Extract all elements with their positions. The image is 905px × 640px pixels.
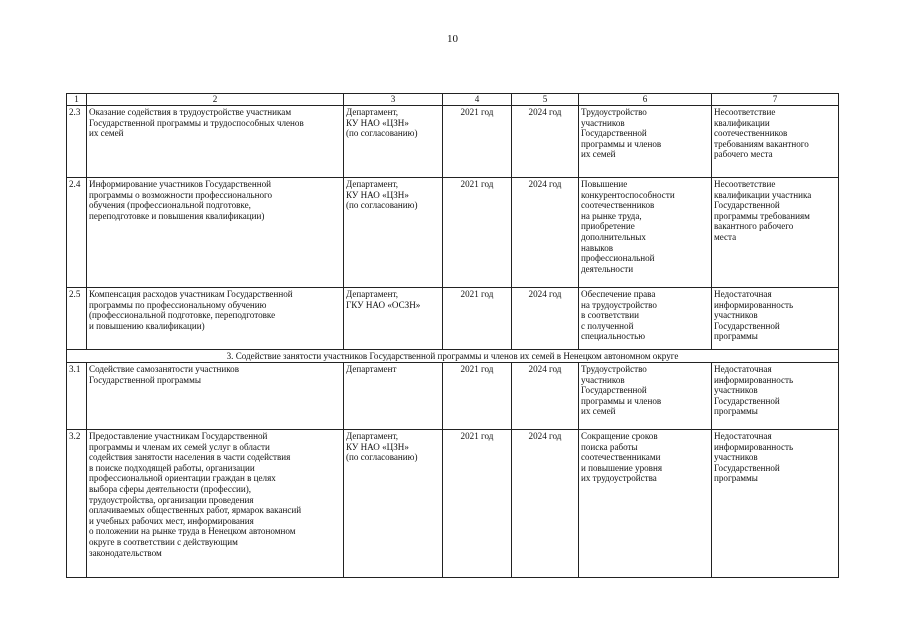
text-line: в поиске подходящей работы, организации bbox=[89, 462, 255, 473]
text-line: Государственной bbox=[714, 200, 780, 211]
row-number: 3.1 bbox=[67, 363, 87, 430]
executor-cell bbox=[344, 363, 443, 430]
text-line: программы и членам их семей услуг в области bbox=[89, 441, 270, 452]
text-line: их семей bbox=[581, 406, 616, 417]
section-heading: 3. Содействие занятости участников Государственной программы и членов их семей в Ненецком автономном округе bbox=[67, 350, 839, 363]
executor-cell bbox=[344, 106, 443, 178]
text-line: участников bbox=[581, 374, 625, 385]
text-line: конкурентоспособности bbox=[581, 189, 675, 200]
text-line: Департамент, bbox=[346, 107, 399, 117]
text-line: программы требованиям bbox=[714, 210, 810, 221]
measure-name-cell bbox=[87, 430, 344, 578]
text-line: Трудоустройство bbox=[581, 107, 647, 117]
text-line: информированность bbox=[714, 374, 794, 385]
text-line: Трудоустройство bbox=[581, 364, 647, 374]
text-line: участников bbox=[714, 385, 758, 396]
text-line: поиска работы bbox=[581, 441, 638, 452]
text-line: Предоставление участникам Государственной bbox=[89, 431, 268, 441]
end-year: 2024 год bbox=[512, 106, 579, 178]
text-line: и повышению квалификации) bbox=[89, 320, 205, 331]
text-line: округе в соответствии с действующим bbox=[89, 536, 238, 547]
text-line: выбора сферы деятельности (профессии), bbox=[89, 483, 252, 494]
measure-name-cell bbox=[87, 288, 344, 350]
header-cell: 1 bbox=[67, 94, 87, 106]
text-line: специальностью bbox=[581, 331, 646, 342]
risk-cell bbox=[712, 430, 839, 578]
result-cell bbox=[579, 363, 712, 430]
result-cell bbox=[579, 288, 712, 350]
text-line: соотечественников bbox=[581, 200, 655, 211]
text-line: Недостаточная bbox=[714, 289, 772, 299]
text-line: программы по профессиональному обучению bbox=[89, 299, 267, 310]
text-line: участников bbox=[714, 452, 758, 463]
row-number: 2.3 bbox=[67, 106, 87, 178]
text-line: информированность bbox=[714, 441, 794, 452]
result-cell bbox=[579, 106, 712, 178]
start-year: 2021 год bbox=[443, 106, 512, 178]
row-number: 3.2 bbox=[67, 430, 87, 578]
text-line: их семей bbox=[581, 149, 616, 160]
text-line: Сокращение сроков bbox=[581, 431, 658, 441]
header-cell: 7 bbox=[712, 94, 839, 106]
start-year: 2021 год bbox=[443, 363, 512, 430]
text-line: участников bbox=[581, 117, 625, 128]
risk-cell bbox=[712, 106, 839, 178]
start-year: 2021 год bbox=[443, 288, 512, 350]
text-line: места bbox=[714, 231, 737, 242]
text-line: обучения (профессиональной подготовке, bbox=[89, 200, 251, 211]
page-number: 10 bbox=[447, 33, 458, 45]
text-line: Государственной bbox=[581, 385, 647, 396]
text-line: соотечественников bbox=[714, 128, 788, 139]
row-number: 2.4 bbox=[67, 178, 87, 288]
text-line: требованиям вакантного bbox=[714, 138, 809, 149]
text-line: программы bbox=[714, 473, 758, 484]
header-cell: 6 bbox=[579, 94, 712, 106]
text-line: Департамент, bbox=[346, 431, 399, 441]
risk-cell bbox=[712, 288, 839, 350]
text-line: Информирование участников Государственной bbox=[89, 179, 271, 189]
text-line: Государственной программы и трудоспособных членов bbox=[89, 117, 304, 128]
text-line: трудоустройства, организации проведения bbox=[89, 494, 254, 505]
text-line: с полученной bbox=[581, 320, 634, 331]
text-line: ГКУ НАО «ОСЗН» bbox=[346, 299, 421, 310]
text-line: на рынке труда, bbox=[581, 210, 642, 221]
row-number: 2.5 bbox=[67, 288, 87, 350]
table-row bbox=[67, 288, 839, 350]
end-year: 2024 год bbox=[512, 178, 579, 288]
text-line: оплачиваемых общественных работ, ярмарок вакансий bbox=[89, 505, 302, 516]
text-line: их семей bbox=[89, 128, 124, 139]
measure-name-cell bbox=[87, 178, 344, 288]
text-line: Оказание содействия в трудоустройстве участникам bbox=[89, 107, 292, 117]
measures-table bbox=[66, 93, 839, 578]
text-line: Несоответствие bbox=[714, 179, 776, 189]
text-line: Государственной bbox=[714, 462, 780, 473]
table-row bbox=[67, 430, 839, 578]
text-line: о положении на рынке труда в Ненецком автономном bbox=[89, 526, 296, 537]
text-line: программы bbox=[714, 331, 758, 342]
text-line: КУ НАО «ЦЗН» bbox=[346, 441, 409, 452]
header-cell: 2 bbox=[87, 94, 344, 106]
text-line: навыков bbox=[581, 242, 614, 253]
text-line: дополнительных bbox=[581, 231, 646, 242]
risk-cell bbox=[712, 178, 839, 288]
executor-cell bbox=[344, 430, 443, 578]
header-cell: 4 bbox=[443, 94, 512, 106]
section-row bbox=[67, 350, 839, 363]
table-row bbox=[67, 178, 839, 288]
text-line: (по согласованию) bbox=[346, 452, 418, 463]
text-line: соотечественниками bbox=[581, 452, 661, 463]
text-line: профессиональной ориентации граждан в целях bbox=[89, 473, 276, 484]
text-line: и повышение уровня bbox=[581, 462, 663, 473]
text-line: Департамент bbox=[346, 364, 397, 374]
text-line: Государственной программы bbox=[89, 374, 201, 385]
text-line: содействия занятости населения в части содействия bbox=[89, 452, 291, 463]
text-line: приобретение bbox=[581, 221, 635, 232]
text-line: Государственной bbox=[581, 128, 647, 139]
text-line: Недостаточная bbox=[714, 431, 772, 441]
header-cell: 3 bbox=[344, 94, 443, 106]
text-line: Государственной bbox=[714, 320, 780, 331]
start-year: 2021 год bbox=[443, 430, 512, 578]
text-line: деятельности bbox=[581, 263, 634, 274]
text-line: Департамент, bbox=[346, 179, 399, 189]
table-row bbox=[67, 363, 839, 430]
text-line: в соответствии bbox=[581, 310, 639, 321]
text-line: на трудоустройство bbox=[581, 299, 657, 310]
executor-cell bbox=[344, 178, 443, 288]
text-line: Департамент, bbox=[346, 289, 399, 299]
text-line: Повышение bbox=[581, 179, 628, 189]
text-line: (по согласованию) bbox=[346, 128, 418, 139]
measure-name-cell bbox=[87, 106, 344, 178]
end-year: 2024 год bbox=[512, 430, 579, 578]
text-line: (по согласованию) bbox=[346, 200, 418, 211]
text-line: участников bbox=[714, 310, 758, 321]
text-line: квалификации участника bbox=[714, 189, 812, 200]
text-line: переподготовке и повышения квалификации) bbox=[89, 210, 265, 221]
text-line: КУ НАО «ЦЗН» bbox=[346, 117, 409, 128]
text-line: Государственной bbox=[714, 395, 780, 406]
text-line: Несоответствие bbox=[714, 107, 776, 117]
start-year: 2021 год bbox=[443, 178, 512, 288]
text-line: законодательством bbox=[89, 547, 162, 558]
measure-name-cell bbox=[87, 363, 344, 430]
text-line: Недостаточная bbox=[714, 364, 772, 374]
text-line: программы и членов bbox=[581, 395, 662, 406]
risk-cell bbox=[712, 363, 839, 430]
text-line: программы о возможности профессионального bbox=[89, 189, 273, 200]
result-cell bbox=[579, 178, 712, 288]
text-line: рабочего места bbox=[714, 149, 773, 160]
table-header-row bbox=[67, 94, 839, 106]
text-line: квалификации bbox=[714, 117, 770, 128]
text-line: их трудоустройства bbox=[581, 473, 657, 484]
text-line: КУ НАО «ЦЗН» bbox=[346, 189, 409, 200]
text-line: информированность bbox=[714, 299, 794, 310]
text-line: вакантного рабочего bbox=[714, 221, 794, 232]
header-cell: 5 bbox=[512, 94, 579, 106]
executor-cell bbox=[344, 288, 443, 350]
table-row bbox=[67, 106, 839, 178]
end-year: 2024 год bbox=[512, 363, 579, 430]
text-line: Обеспечение права bbox=[581, 289, 656, 299]
text-line: программы и членов bbox=[581, 138, 662, 149]
text-line: профессиональной bbox=[581, 253, 655, 264]
text-line: Компенсация расходов участникам Государственной bbox=[89, 289, 293, 299]
text-line: Содействие самозанятости участников bbox=[89, 364, 239, 374]
text-line: и учебных рабочих мест, информирования bbox=[89, 515, 254, 526]
result-cell bbox=[579, 430, 712, 578]
end-year: 2024 год bbox=[512, 288, 579, 350]
text-line: программы bbox=[714, 406, 758, 417]
text-line: (профессиональной подготовке, переподготовке bbox=[89, 310, 276, 321]
